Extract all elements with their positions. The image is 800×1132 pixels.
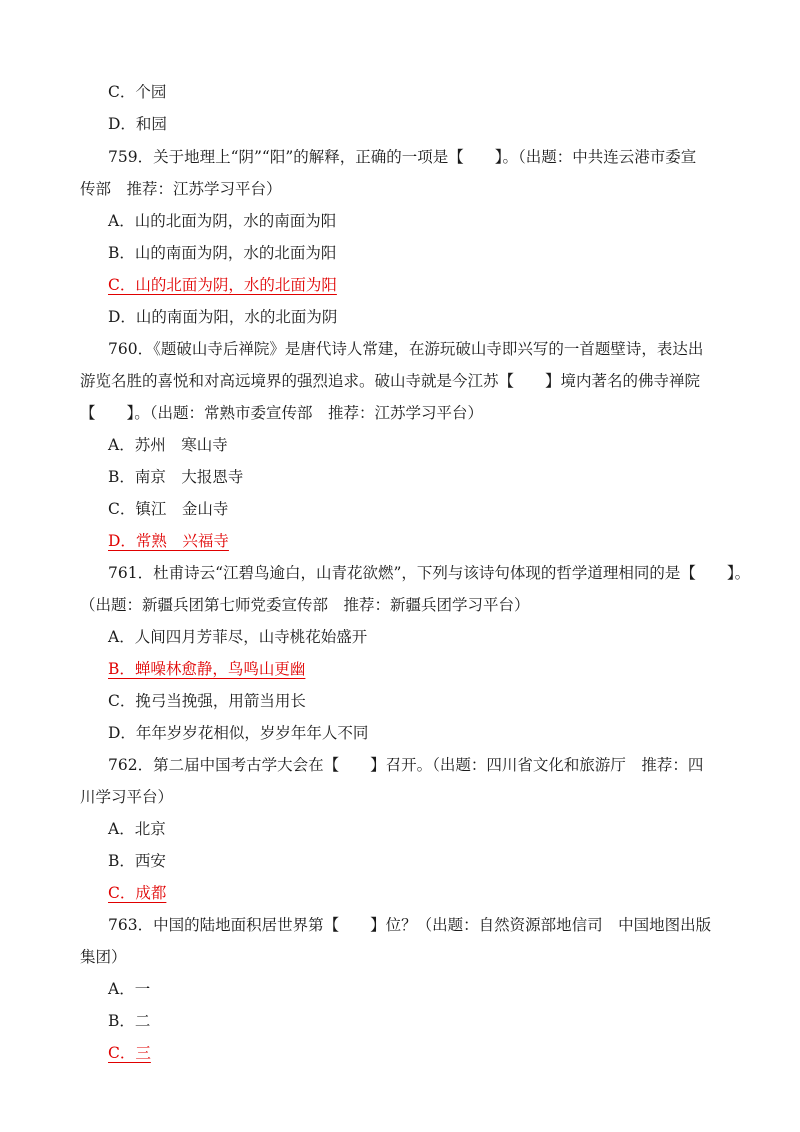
option-line: A．北京 <box>108 820 166 838</box>
question-759-continued: 传部 推荐：江苏学习平台） <box>80 180 282 198</box>
correct-answer-option: C．山的北面为阴，水的北面为阳 <box>108 276 337 294</box>
question-760-continued: 游览名胜的喜悦和对高远境界的强烈追求。破山寺就是今江苏【 】境内著名的佛寺禅院 <box>80 372 701 390</box>
option-line: C．个园 <box>108 83 167 101</box>
option-line: A．一 <box>108 980 151 998</box>
question-760-text: 760．《题破山寺后禅院》是唐代诗人常建，在游玩破山寺即兴写的一首题壁诗，表达出 <box>108 340 704 358</box>
option-line: D．和园 <box>108 115 167 133</box>
question-759-text: 759．关于地理上“阴”“阳”的解释，正确的一项是【 】。（出题：中共连云港市委宣 <box>108 148 697 166</box>
question-763-continued: 集团） <box>80 948 127 966</box>
question-761-text: 761．杜甫诗云“江碧鸟逾白，山青花欲燃”，下列与该诗句体现的哲学道理相同的是【 】。 <box>108 564 751 582</box>
question-763-text: 763．中国的陆地面积居世界第【 】位？（出题：自然资源部地信司 中国地图出版 <box>108 916 712 934</box>
correct-answer-option: C．成都 <box>108 884 167 902</box>
question-760-continued: 【 】。（出题：常熟市委宣传部 推荐：江苏学习平台） <box>80 404 484 422</box>
correct-answer-option: C．三 <box>108 1044 151 1062</box>
option-line: C．镇江 金山寺 <box>108 500 229 518</box>
question-762-text: 762．第二届中国考古学大会在【 】召开。（出题：四川省文化和旅游厅 推荐：四 <box>108 756 704 774</box>
question-761-continued: （出题：新疆兵团第七师党委宣传部 推荐：新疆兵团学习平台） <box>80 596 530 614</box>
correct-answer-option: B．蝉噪林愈静，鸟鸣山更幽 <box>108 660 306 678</box>
question-762-continued: 川学习平台） <box>80 788 174 806</box>
option-line: B．西安 <box>108 852 166 870</box>
option-line: B．南京 大报恩寺 <box>108 468 244 486</box>
option-line: B．山的南面为阴，水的北面为阳 <box>108 244 337 262</box>
option-line: A．人间四月芳菲尽，山寺桃花始盛开 <box>108 628 368 646</box>
option-line: A．苏州 寒山寺 <box>108 436 228 454</box>
option-line: A．山的北面为阴，水的南面为阳 <box>108 212 337 230</box>
option-line: D．年年岁岁花相似，岁岁年年人不同 <box>108 724 369 742</box>
option-line: D．山的南面为阳，水的北面为阴 <box>108 308 338 326</box>
option-line: B．二 <box>108 1012 151 1030</box>
option-line: C．挽弓当挽强，用箭当用长 <box>108 692 306 710</box>
correct-answer-option: D．常熟 兴福寺 <box>108 532 229 550</box>
